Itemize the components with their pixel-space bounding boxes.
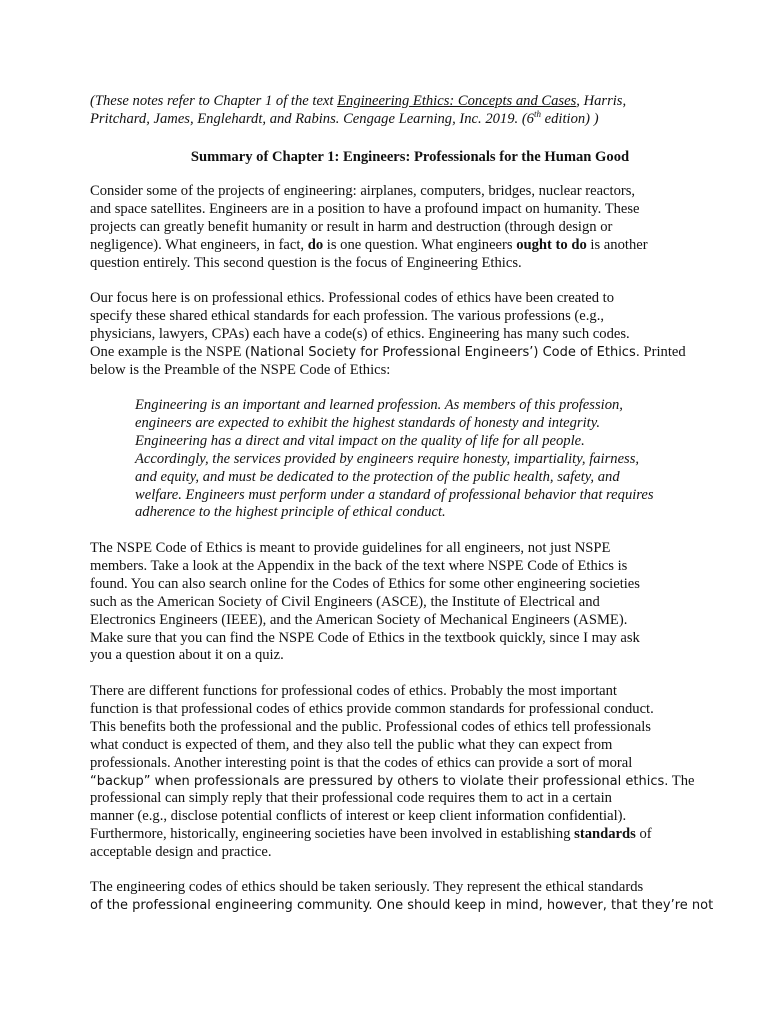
quote-line: welfare. Engineers must perform under a standard of professional behavior that requires (135, 486, 654, 503)
text-line: found. You can also search online for the Codes of Ethics for some other engineering societies (90, 575, 640, 592)
text-line: what conduct is expected of them, and they also tell the public what they can expect from (90, 736, 613, 753)
text-line: Make sure that you can find the NSPE Code of Ethics in the textbook quickly, since I may ask (90, 629, 640, 646)
text-line: specify these shared ethical standards for each profession. The various professions (e.g., (90, 307, 604, 324)
quote-line: and equity, and must be dedicated to the protection of the public health, safety, and (135, 468, 620, 485)
text-line: below is the Preamble of the NSPE Code of Ethics: (90, 361, 391, 378)
text-line: function is that professional codes of ethics provide common standards for professional conduct. (90, 700, 654, 717)
citation-text: Pritchard, James, Englehardt, and Rabins. Cengage Learning, Inc. 2019. (6 (90, 110, 534, 127)
text-line (90, 897, 714, 915)
text-run: The (668, 772, 695, 789)
citation-text: , Harris, (576, 93, 627, 109)
bold-standards: standards (574, 826, 636, 843)
text-run-sans: of the professional engineering community. One should keep in mind, however, that they’re not (90, 897, 714, 913)
quote-line: engineers are expected to exhibit the highest standards of honesty and integrity. (135, 414, 601, 431)
citation-note (90, 93, 690, 129)
text-run-sans: National Society for Professional Engineers’) Code of Ethics. (250, 344, 640, 360)
text-line (90, 772, 695, 791)
text-run: is another (586, 236, 648, 253)
text-run: Printed (639, 343, 686, 360)
chapter-summary-title: Summary of Chapter 1: Engineers: Professionals for the Human Good (190, 149, 630, 165)
text-line: Our focus here is on professional ethics. Professional codes of ethics have been created to (90, 290, 614, 306)
citation-line-1 (90, 93, 690, 111)
paragraph-projects (90, 183, 690, 273)
text-line: The NSPE Code of Ethics is meant to provide guidelines for all engineers, not just NSPE (90, 540, 611, 556)
text-run: One example is the NSPE ( (90, 343, 251, 360)
nspe-preamble-quote (135, 397, 695, 522)
text-line: professionals. Another interesting point is that the codes of ethics can provide a sort of moral (90, 754, 633, 771)
paragraph-nspe-guidelines (90, 540, 690, 665)
text-line: you a question about it on a quiz. (90, 647, 284, 664)
text-run: negligence). What engineers, in fact, (90, 236, 308, 253)
text-run-sans: “backup” when professionals are pressured by others to violate their professional ethics. (90, 773, 669, 789)
text-line: The engineering codes of ethics should be taken seriously. They represent the ethical standards (90, 879, 644, 895)
text-run: Furthermore, historically, engineering societies have been involved in establishing (90, 826, 575, 843)
quote-line: Accordingly, the services provided by engineers require honesty, impartiality, fairness, (135, 450, 640, 467)
text-line: such as the American Society of Civil Engineers (ASCE), the Institute of Electrical and (90, 593, 600, 610)
text-line: professional can simply reply that their professional code requires them to act in a certain (90, 790, 612, 807)
citation-text: (These notes refer to Chapter 1 of the text (90, 93, 338, 109)
bold-ought-to-do: ought to do (516, 236, 587, 253)
text-line: projects can greatly benefit humanity or result in harm and destruction (through design or (90, 218, 613, 235)
paragraph-taken-seriously (90, 879, 714, 915)
quote-line: Engineering has a direct and vital impact on the quality of life for all people. (135, 432, 585, 449)
text-line (90, 344, 690, 362)
text-line (90, 237, 690, 255)
text-line: manner (e.g., disclose potential conflicts of interest or keep client information confidential). (90, 808, 627, 825)
text-line: question entirely. This second question is the focus of Engineering Ethics. (90, 254, 522, 271)
text-line (90, 826, 690, 844)
text-run: of (635, 826, 652, 843)
text-line: members. Take a look at the Appendix in the back of the text where NSPE Code of Ethics is (90, 557, 628, 574)
quote-line: adherence to the highest principle of ethical conduct. (135, 504, 446, 521)
citation-line-2 (90, 111, 690, 129)
quote-line: Engineering is an important and learned profession. As members of this profession, (135, 397, 623, 413)
text-line: Electronics Engineers (IEEE), and the American Society of Mechanical Engineers (ASME). (90, 611, 628, 628)
text-line: acceptable design and practice. (90, 844, 272, 861)
text-line: and space satellites. Engineers are in a position to have a profound impact on humanity. These (90, 200, 640, 217)
citation-text: edition) ) (541, 110, 599, 127)
text-line: There are different functions for professional codes of ethics. Probably the most important (90, 683, 617, 699)
text-line: physicians, lawyers, CPAs) each have a code(s) of ethics. Engineering has many such codes. (90, 325, 630, 342)
text-line: This benefits both the professional and the public. Professional codes of ethics tell professionals (90, 718, 651, 735)
edition-superscript: th (533, 109, 541, 120)
paragraph-professional-ethics (90, 290, 690, 380)
paragraph-code-functions (90, 683, 695, 862)
book-title-link: Engineering Ethics: Concepts and Cases (337, 93, 577, 109)
text-line: Consider some of the projects of engineering: airplanes, computers, bridges, nuclear reactors, (90, 183, 636, 199)
text-run: is one question. What engineers (323, 236, 517, 253)
bold-do: do (307, 236, 324, 253)
